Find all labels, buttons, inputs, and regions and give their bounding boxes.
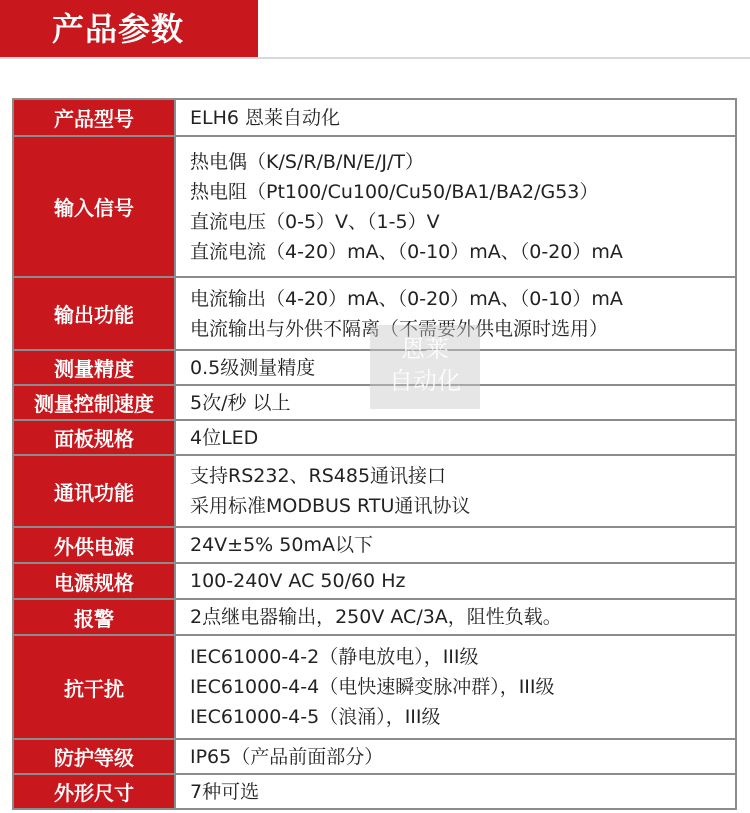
spec-row — [13, 136, 736, 277]
spec-value-line: 电流输出（4-20）mA、（0-20）mA、（0-10）mA — [190, 287, 623, 310]
spec-label: 外形尺寸 — [13, 774, 175, 809]
spec-value — [175, 99, 736, 136]
spec-label: 通讯功能 — [13, 455, 175, 527]
spec-row — [13, 420, 736, 455]
spec-label: 抗干扰 — [13, 635, 175, 739]
spec-value-line: 电流输出与外供不隔离（不需要外供电源时选用） — [190, 317, 609, 340]
spec-value-line: 0.5级测量精度 — [190, 356, 316, 379]
spec-value — [175, 527, 736, 563]
spec-label: 测量控制速度 — [13, 385, 175, 420]
spec-value — [175, 739, 736, 774]
spec-label: 输出功能 — [13, 277, 175, 350]
spec-label: 产品型号 — [13, 99, 175, 136]
spec-value — [175, 774, 736, 809]
spec-value — [175, 455, 736, 527]
spec-value-line: 2点继电器输出，250V AC/3A，阻性负载。 — [190, 606, 562, 628]
spec-row — [13, 455, 736, 527]
spec-value-line: 直流电压（0-5）V、（1-5）V — [190, 210, 440, 233]
spec-value-line: IEC61000-4-2（静电放电），III级 — [190, 646, 479, 668]
spec-value-line: IEC61000-4-5（浪涌），III级 — [190, 706, 441, 728]
spec-value — [175, 599, 736, 635]
spec-value-line: 热电阻（Pt100/Cu100/Cu50/BA1/BA2/G53） — [190, 180, 599, 203]
spec-row — [13, 527, 736, 563]
spec-row — [13, 635, 736, 739]
spec-value-line: 24V±5% 50mA以下 — [190, 534, 373, 556]
spec-table-body — [13, 99, 736, 809]
spec-value — [175, 635, 736, 739]
spec-value-line: IP65（产品前面部分） — [190, 745, 384, 768]
spec-row — [13, 739, 736, 774]
spec-label: 报警 — [13, 599, 175, 635]
page-title: 产品参数 — [52, 10, 185, 48]
spec-label: 面板规格 — [13, 420, 175, 455]
spec-value-line: ELH6 恩莱自动化 — [190, 106, 341, 129]
spec-label: 电源规格 — [13, 563, 175, 599]
spec-value-line: 直流电流（4-20）mA、（0-10）mA、（0-20）mA — [190, 240, 623, 263]
spec-value — [175, 563, 736, 599]
spec-value-line: 100-240V AC 50/60 Hz — [190, 570, 406, 592]
spec-value — [175, 136, 736, 277]
spec-row — [13, 599, 736, 635]
spec-value — [175, 420, 736, 455]
spec-label: 输入信号 — [13, 136, 175, 277]
spec-value-line: 4位LED — [190, 426, 259, 449]
spec-value-line: 7种可选 — [190, 780, 260, 803]
spec-value-line: 采用标准MODBUS RTU通讯协议 — [190, 495, 471, 517]
spec-label: 防护等级 — [13, 739, 175, 774]
spec-label: 外供电源 — [13, 527, 175, 563]
header-divider — [0, 57, 750, 59]
spec-row — [13, 99, 736, 136]
watermark-logo — [370, 325, 480, 409]
spec-label: 测量精度 — [13, 350, 175, 385]
spec-row — [13, 774, 736, 809]
watermark-line-2: 自动化 — [389, 367, 461, 395]
spec-value-line: IEC61000-4-4（电快速瞬变脉冲群），III级 — [190, 676, 555, 698]
spec-value-line: 热电偶（K/S/R/B/N/E/J/T） — [190, 150, 424, 173]
spec-value-line: 5次/秒 以上 — [190, 391, 291, 414]
spec-value-line: 支持RS232、RS485通讯接口 — [190, 465, 447, 487]
spec-row — [13, 563, 736, 599]
spec-table — [12, 98, 737, 810]
watermark-line-1: 恩莱 — [401, 335, 449, 363]
